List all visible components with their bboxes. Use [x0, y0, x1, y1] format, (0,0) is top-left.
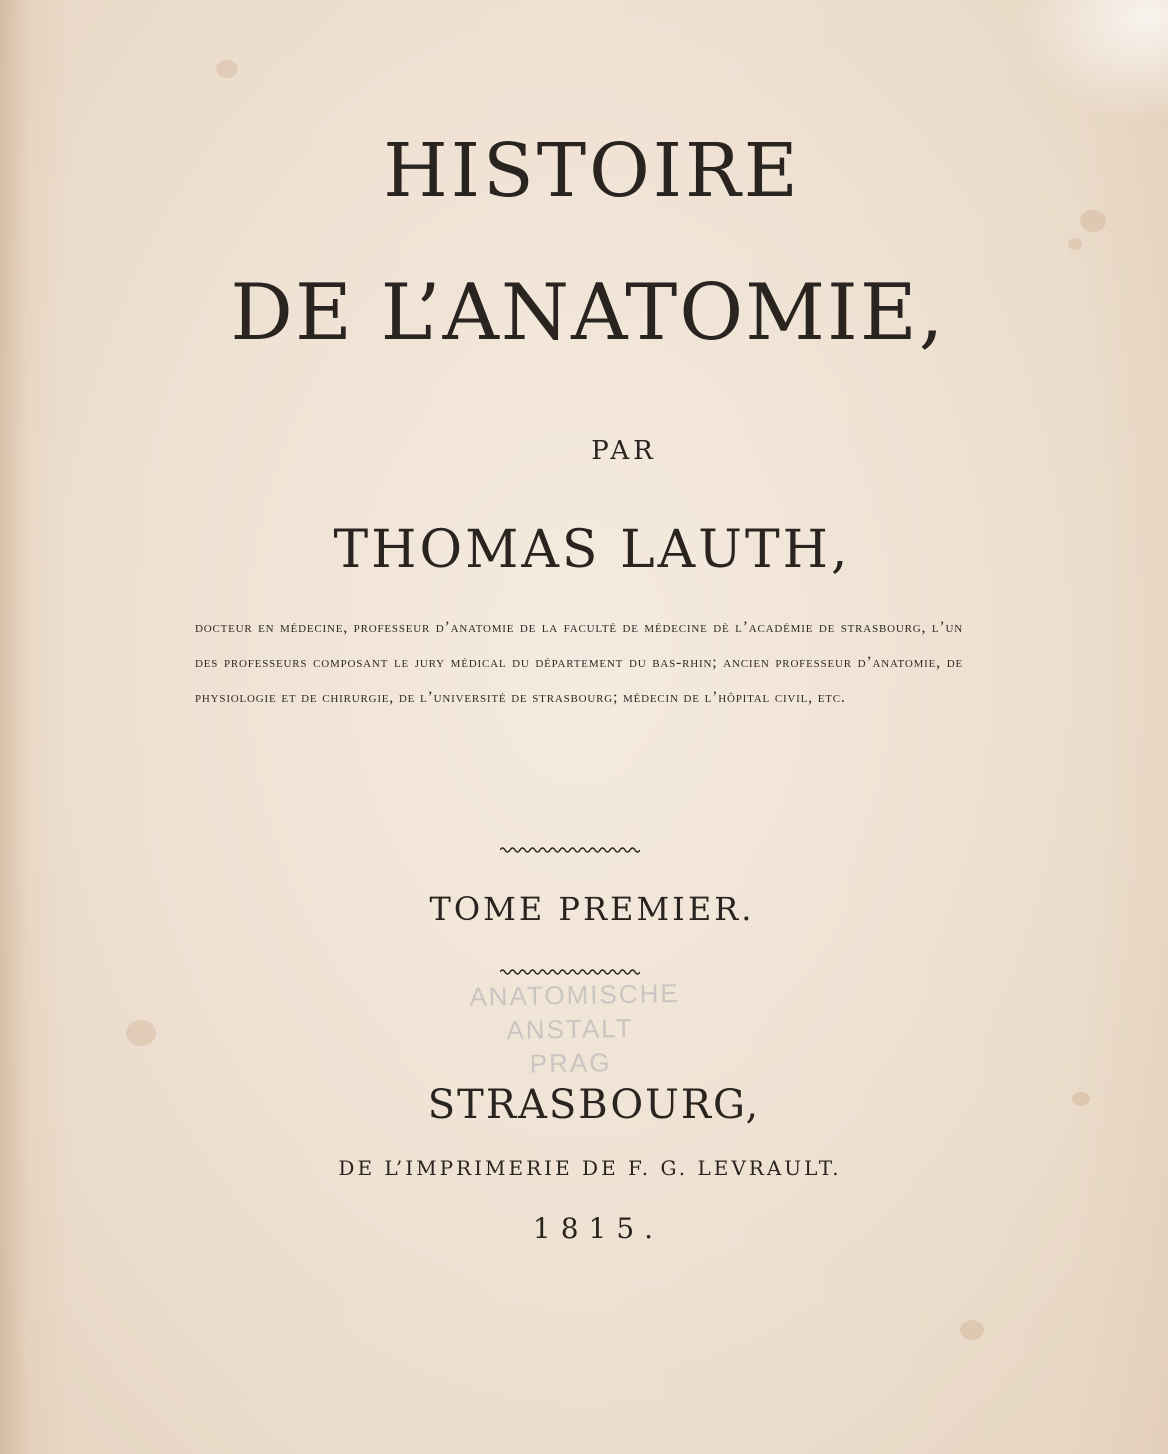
title-line-1: HISTOIRE — [383, 128, 801, 214]
publication-year: 1815. — [532, 1212, 664, 1245]
author-credentials: docteur en médecine, professeur d’anatomie de la faculté de médecine dè l’académie de strasbourg, l’un des professeurs composant le jury médical du département du bas-rhin; ancien professeur d’anatomie, de physiologie et de chirurgie, de l’université de strasbourg; médecin de l’hôpital civil, etc. — [195, 619, 963, 706]
library-stamp — [469, 976, 680, 1081]
byline-par: PAR — [591, 436, 657, 466]
stamp-line: ANATOMISCHE — [469, 978, 680, 1012]
volume-label: TOME PREMIER. — [429, 890, 755, 928]
foxing-spot — [1068, 238, 1082, 250]
stamp-line: ANSTALT — [506, 1012, 634, 1046]
author-name: THOMAS LAUTH, — [333, 520, 851, 580]
foxing-spot — [960, 1320, 984, 1340]
ornamental-rule-bottom — [500, 968, 640, 976]
ornamental-rule-top — [500, 846, 640, 854]
foxing-spot — [216, 60, 238, 78]
printer-imprint: DE L’IMPRIMERIE DE F. G. LEVRAULT. — [338, 1156, 842, 1180]
publication-place: STRASBOURG, — [427, 1082, 761, 1128]
page-corner-wear — [1008, 0, 1168, 130]
title-line-2: DE L’ANATOMIE, — [230, 268, 946, 358]
foxing-spot — [126, 1020, 156, 1046]
stamp-line: PRAG — [529, 1047, 612, 1079]
